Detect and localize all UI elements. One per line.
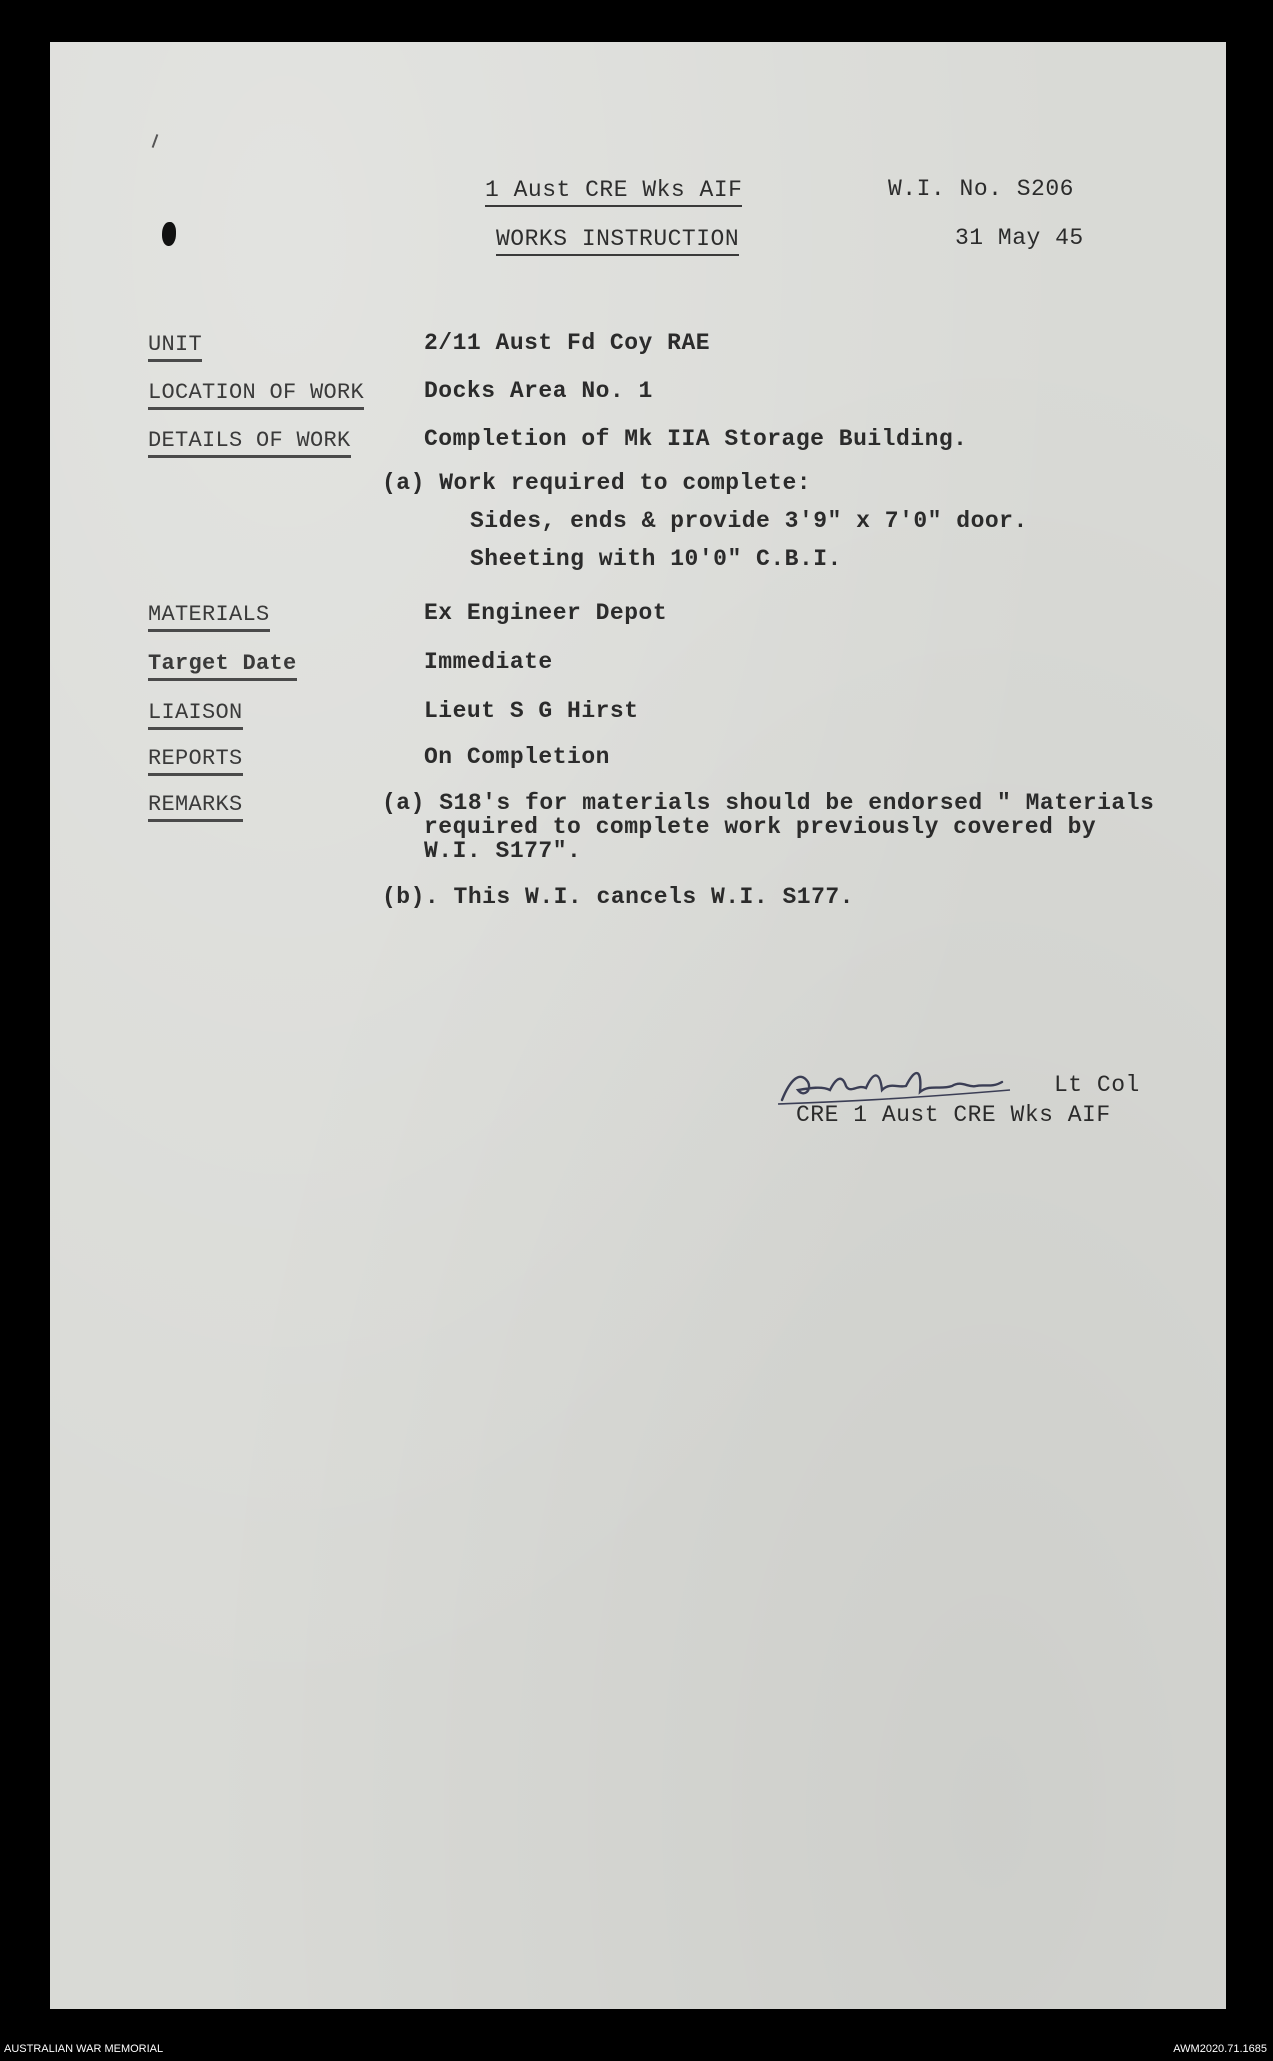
materials-value: Ex Engineer Depot: [424, 600, 668, 626]
details-item-a: (a) Work required to complete:: [382, 470, 812, 496]
liaison-label: LIAISON: [148, 700, 243, 730]
remarks-b: (b). This W.I. cancels W.I. S177.: [382, 884, 854, 910]
remarks-label: REMARKS: [148, 792, 243, 822]
signatory-rank: Lt Col: [1054, 1072, 1140, 1098]
pencil-mark: [152, 134, 159, 148]
remarks-a-line3: W.I. S177".: [424, 838, 582, 864]
details-value: Completion of Mk IIA Storage Building.: [424, 426, 968, 452]
materials-label: MATERIALS: [148, 602, 270, 632]
wi-number: W.I. No. S206: [888, 176, 1074, 202]
target-date-label: Target Date: [148, 651, 297, 681]
signatory-block: CRE 1 Aust CRE Wks AIF: [796, 1102, 1111, 1128]
organisation-heading: 1 Aust CRE Wks AIF: [485, 177, 742, 207]
details-item-a-line2: Sheeting with 10'0" C.B.I.: [470, 546, 842, 572]
location-label: LOCATION OF WORK: [148, 380, 364, 410]
archive-credit: AUSTRALIAN WAR MEMORIAL: [4, 2043, 164, 2055]
reports-label: REPORTS: [148, 746, 243, 776]
remarks-a-line1: (a) S18's for materials should be endorsed " Materials: [382, 790, 1155, 816]
liaison-value: Lieut S G Hirst: [424, 698, 639, 724]
details-item-a-line1: Sides, ends & provide 3'9" x 7'0" door.: [470, 508, 1028, 534]
punch-hole: [162, 222, 176, 246]
archive-reference: AWM2020.71.1685: [1173, 2043, 1267, 2055]
document-title: WORKS INSTRUCTION: [496, 226, 739, 256]
details-label: DETAILS OF WORK: [148, 428, 351, 458]
unit-label: UNIT: [148, 332, 202, 362]
target-date-value: Immediate: [424, 649, 553, 675]
remarks-a-line2: required to complete work previously covered by: [424, 814, 1097, 840]
document-date: 31 May 45: [955, 225, 1084, 251]
unit-value: 2/11 Aust Fd Coy RAE: [424, 330, 711, 356]
reports-value: On Completion: [424, 744, 610, 770]
document-page: [50, 42, 1226, 2009]
location-value: Docks Area No. 1: [424, 378, 653, 404]
